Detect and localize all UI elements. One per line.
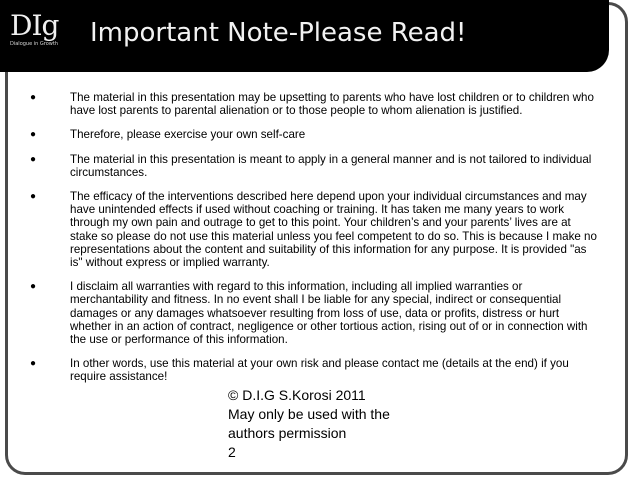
list-item — [30, 91, 600, 117]
list-item — [30, 190, 600, 269]
usage-line: May only be used with the — [228, 406, 390, 422]
logo-subtext: Dialogue in Growth — [10, 41, 59, 47]
logo-text: DIg — [10, 9, 59, 42]
bullet-dot-icon: ● — [30, 92, 37, 103]
bullet-dot-icon: ● — [30, 358, 37, 370]
logo — [10, 11, 68, 57]
bullet-text: Therefore, please exercise your own self-care — [70, 128, 306, 142]
bullet-dot-icon: ● — [30, 281, 37, 293]
bullet-text: I disclaim all warranties with regard to this information, including all implied warranties or merchantability and fitness. In no event shall I be liable for any special, indirect or consequential damages or any damages whatsoever resulting from loss of use, data or profits, distress or hurt whether in an action of contract, negligence or other tortious action, rising out of or in connection with the use or performance of this information. — [70, 280, 588, 347]
list-item — [30, 280, 600, 346]
list-item — [30, 128, 600, 141]
page-number: 2 — [228, 444, 236, 460]
bullet-text: The efficacy of the interventions described here depend upon your individual circumstances and may have unintended effects if used without coaching or training. It has taken me many years to work through my own pain and outrage to get to this point. Your children’s and your parents’ lives are at stake so please do not use this material unless you feel competent to do so. This is because I make no representations about the content and suitability of this information for any purpose. It is provided "as is" without express or implied warranty. — [70, 190, 597, 270]
page-title: Important Note-Please Read! — [90, 18, 467, 48]
bullet-text: In other words, use this material at your own risk and please contact me (details at the end) if you require assistance! — [70, 357, 569, 384]
copyright-line: © D.I.G S.Korosi 2011 — [228, 387, 366, 403]
list-item — [30, 357, 600, 383]
bullet-text: The material in this presentation is meant to apply in a general manner and is not tailored to individual circumstances. — [70, 152, 592, 179]
bullet-dot-icon: ● — [30, 153, 37, 165]
copyright-footer — [228, 386, 438, 462]
bullet-text: The material in this presentation may be upsetting to parents who have lost children or to children who have lost parents to parental alienation or to those people to whom alienation is justified. — [70, 91, 594, 118]
bullet-list — [30, 91, 600, 395]
list-item — [30, 153, 600, 179]
title-banner — [0, 0, 609, 72]
bullet-dot-icon: ● — [30, 129, 37, 141]
permission-line: authors permission — [228, 425, 347, 441]
bullet-dot-icon: ● — [30, 191, 37, 203]
